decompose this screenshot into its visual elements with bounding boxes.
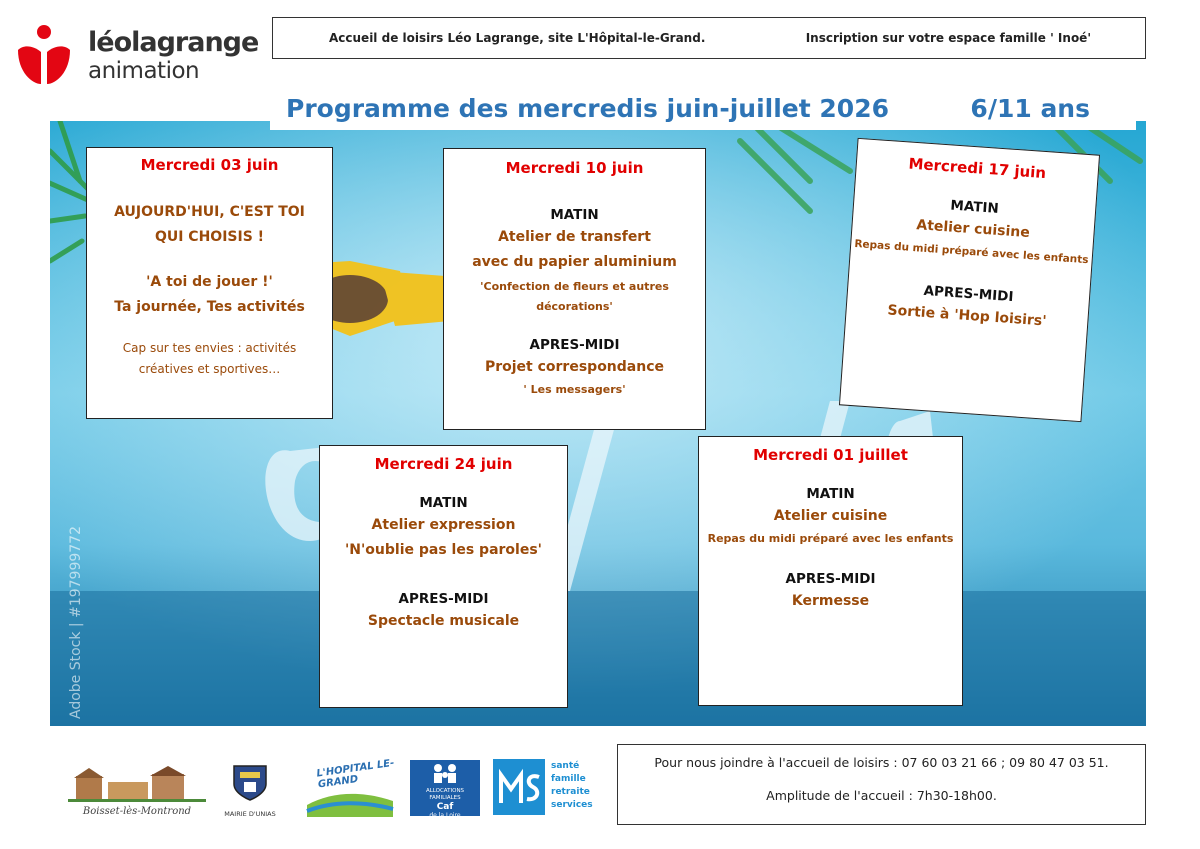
afternoon-note: ' Les messagers' xyxy=(523,383,626,396)
boisset-logo xyxy=(68,766,206,817)
header-registration: Inscription sur votre espace famille ' Inoé' xyxy=(805,31,1091,45)
afternoon-label: APRES-MIDI xyxy=(398,591,489,607)
caf-logo-text: ALLOCATIONS FAMILIALES xyxy=(425,788,465,801)
header-info-box xyxy=(272,17,1146,59)
card-date: Mercredi 01 juillet xyxy=(753,446,908,464)
morning-activity: avec du papier aluminium xyxy=(472,254,677,270)
page-title xyxy=(270,86,1136,130)
afternoon-label: APRES-MIDI xyxy=(923,282,1014,306)
hopital-logo-text: L'HOPITAL LE-GRAND xyxy=(315,757,395,791)
card-line: Ta journée, Tes activités xyxy=(114,299,305,315)
morning-activity: 'N'oublie pas les paroles' xyxy=(345,542,542,558)
morning-activity: Atelier de transfert xyxy=(498,229,651,245)
unias-logo xyxy=(218,762,282,818)
card-note: créatives et sportives… xyxy=(138,362,281,376)
morning-label: MATIN xyxy=(806,486,855,502)
family-icon xyxy=(430,762,460,784)
card-mercredi-17-juin xyxy=(839,138,1100,422)
caf-logo-name: Caf xyxy=(436,802,454,812)
card-date: Mercredi 10 juin xyxy=(505,159,644,177)
morning-activity: Atelier cuisine xyxy=(915,217,1031,242)
card-mercredi-03-juin xyxy=(86,147,333,419)
caf-logo xyxy=(410,760,480,819)
afternoon-activity: Kermesse xyxy=(791,593,870,609)
card-mercredi-24-juin xyxy=(319,445,568,708)
msa-line: santé xyxy=(551,761,580,771)
hopital-logo xyxy=(303,757,395,817)
contact-phone: Pour nous joindre à l'accueil de loisirs : 07 60 03 21 66 ; 09 80 47 03 51. xyxy=(654,755,1109,770)
card-line: AUJOURD'HUI, C'EST TOI xyxy=(114,204,305,220)
morning-note: 'Confection de fleurs et autres xyxy=(480,280,669,293)
card-mercredi-01-juillet xyxy=(698,436,963,706)
msa-line: retraite xyxy=(551,787,590,797)
msa-line: famille xyxy=(551,774,586,784)
title-age: 6/11 ans xyxy=(970,93,1090,123)
leo-lagrange-logo-icon xyxy=(14,24,74,86)
msa-line: services xyxy=(551,800,593,810)
title-main: Programme des mercredis juin-juillet 2026 xyxy=(286,93,889,123)
card-line: QUI CHOISIS ! xyxy=(154,229,265,245)
card-mercredi-10-juin xyxy=(443,148,706,430)
header-site: Accueil de loisirs Léo Lagrange, site L'Hôpital-le-Grand. xyxy=(329,31,706,45)
card-date: Mercredi 03 juin xyxy=(140,156,279,174)
card-date: Mercredi 24 juin xyxy=(374,455,513,473)
village-icon xyxy=(68,766,206,802)
morning-label: MATIN xyxy=(550,207,599,223)
afternoon-activity: Sortie à 'Hop loisirs' xyxy=(887,302,1047,330)
boisset-logo-text: Boisset-lès-Montrond xyxy=(82,806,192,817)
afternoon-label: APRES-MIDI xyxy=(529,337,620,353)
stock-watermark: Adobe Stock | #197999772 xyxy=(68,526,84,719)
caf-logo-region: de la Loire xyxy=(429,812,461,819)
contact-hours: Amplitude de l'accueil : 7h30-18h00. xyxy=(766,788,997,803)
afternoon-label: APRES-MIDI xyxy=(785,571,876,587)
morning-activity: Atelier expression xyxy=(371,517,516,533)
card-line: 'A toi de jouer !' xyxy=(146,274,273,290)
card-note: Cap sur tes envies : activités xyxy=(122,341,297,355)
brand-wordmark xyxy=(88,28,258,84)
contact-info-box xyxy=(617,744,1146,825)
brand-subtitle: animation xyxy=(88,58,200,84)
msa-logo xyxy=(493,759,605,815)
morning-activity: Atelier cuisine xyxy=(773,508,888,524)
msa-icon xyxy=(493,759,545,815)
morning-note: Repas du midi préparé avec les enfants xyxy=(854,237,1089,267)
afternoon-activity: Projet correspondance xyxy=(484,359,665,375)
coat-of-arms-icon xyxy=(230,762,270,802)
morning-label: MATIN xyxy=(419,495,468,511)
morning-note: décorations' xyxy=(536,300,613,313)
card-date: Mercredi 17 juin xyxy=(907,154,1047,183)
morning-label: MATIN xyxy=(949,197,1000,217)
brand-name: léolagrange xyxy=(88,27,259,58)
unias-logo-text: MAIRIE D'UNIAS xyxy=(224,810,276,818)
morning-note: Repas du midi préparé avec les enfants xyxy=(707,532,954,545)
afternoon-activity: Spectacle musicale xyxy=(367,613,520,629)
